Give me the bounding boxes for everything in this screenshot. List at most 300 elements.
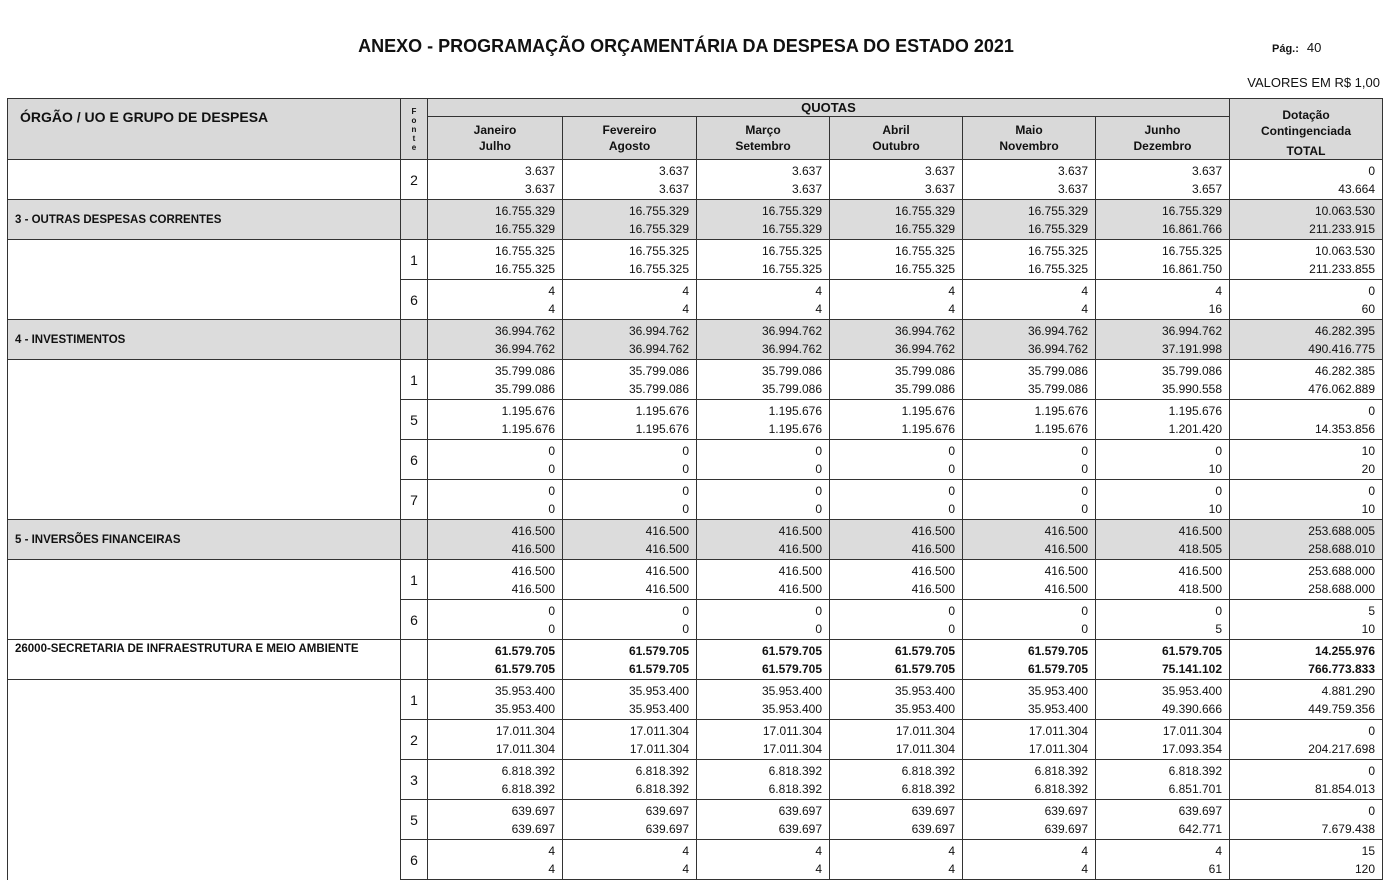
quota-second-semester: 0 [1081,501,1088,516]
dotacao-contingenciada: 0 [1368,283,1375,298]
quota-second-semester: 416.500 [778,541,822,556]
quota-cell [1096,320,1230,360]
total-value: 120 [1354,861,1375,876]
row-label [8,280,401,320]
header-fonte-text: F o n t e [411,106,417,152]
quota-cell [563,360,697,400]
quota-second-semester: 37.191.998 [1161,341,1222,356]
group-row [8,200,1383,240]
total-cell [1230,240,1383,280]
quota-second-semester: 4 [1081,861,1088,876]
quota-first-semester: 639.697 [911,803,955,818]
quota-cell [1096,520,1230,560]
quota-first-semester: 35.799.086 [494,363,555,378]
quota-cell [1096,480,1230,520]
quota-first-semester: 4 [1081,283,1088,298]
total-value: 258.688.010 [1308,541,1375,556]
quota-cell [830,320,963,360]
quota-second-semester: 16.755.325 [628,261,689,276]
quota-cell [830,800,963,840]
quota-cell [963,520,1096,560]
quota-first-semester: 61.579.705 [494,643,555,658]
row-label: 4 - INVESTIMENTOS [8,320,401,360]
row-label [8,480,401,520]
quota-first-semester: 4 [548,283,555,298]
quota-cell [428,280,563,320]
quota-second-semester: 3.637 [658,181,689,196]
row-label [8,840,401,880]
units-note: VALORES EM R$ 1,00 [1247,75,1380,90]
quota-second-semester: 416.500 [645,581,689,596]
total-value: 7.679.438 [1321,821,1375,836]
quota-cell [830,160,963,200]
total-cell [1230,800,1383,840]
quota-cell [963,440,1096,480]
header-month-3 [830,117,963,160]
fonte-code: 5 [401,800,428,840]
quota-second-semester: 17.011.304 [895,741,955,756]
quota-cell [1096,800,1230,840]
quota-second-semester: 639.697 [645,821,689,836]
quota-second-semester: 61.579.705 [1027,661,1088,676]
quota-cell [563,760,697,800]
quota-cell [563,560,697,600]
quota-cell [1096,200,1230,240]
page-label: Pág.: [1272,43,1299,55]
quota-second-semester: 416.500 [911,581,955,596]
quota-cell [963,160,1096,200]
quota-second-semester: 3.657 [1191,181,1222,196]
quota-first-semester: 0 [1081,483,1088,498]
total-cell [1230,640,1383,680]
quota-second-semester: 17.011.304 [762,741,822,756]
quota-second-semester: 35.990.558 [1161,381,1222,396]
quota-first-semester: 4 [548,843,555,858]
quota-first-semester: 4 [682,283,689,298]
quota-cell [697,840,830,880]
quota-cell [563,680,697,720]
quota-cell [563,400,697,440]
quota-first-semester: 4 [815,843,822,858]
page-number [1272,40,1321,55]
quota-cell [963,280,1096,320]
quota-first-semester: 35.799.086 [1027,363,1088,378]
quota-first-semester: 0 [1081,443,1088,458]
month-top: Janeiro [473,123,517,137]
total-cell [1230,560,1383,600]
quota-second-semester: 3.637 [924,181,955,196]
quota-second-semester: 35.953.400 [628,701,689,716]
quota-first-semester: 6.818.392 [768,763,822,778]
quota-second-semester: 418.500 [1178,581,1222,596]
quota-first-semester: 16.755.325 [761,243,822,258]
quota-cell [428,720,563,760]
quota-second-semester: 16.755.329 [494,221,555,236]
quota-second-semester: 4 [682,301,689,316]
quota-first-semester: 6.818.392 [1034,763,1088,778]
quota-second-semester: 4 [682,861,689,876]
total-cell [1230,680,1383,720]
total-cell [1230,360,1383,400]
dotacao-contingenciada: 10 [1361,443,1375,458]
quota-cell [697,400,830,440]
month-bottom: Julho [479,139,511,153]
quota-second-semester: 36.994.762 [894,341,955,356]
quota-second-semester: 4 [815,861,822,876]
quota-first-semester: 639.697 [1178,803,1222,818]
quota-cell [563,480,697,520]
quota-cell [563,800,697,840]
total-value: 449.759.356 [1308,701,1375,716]
quota-cell [563,600,697,640]
quota-cell [697,440,830,480]
quota-first-semester: 416.500 [778,563,822,578]
fonte-row [8,840,1383,880]
dotacao-contingenciada: 0 [1368,803,1375,818]
quota-first-semester: 416.500 [911,563,955,578]
quota-second-semester: 4 [815,301,822,316]
fonte-row [8,680,1383,720]
quota-cell [830,720,963,760]
quota-cell [963,840,1096,880]
quota-first-semester: 4 [682,843,689,858]
row-label [8,160,401,200]
quota-first-semester: 35.953.400 [761,683,822,698]
dotacao-contingenciada: 253.688.000 [1308,563,1375,578]
quota-second-semester: 35.799.086 [494,381,555,396]
quota-cell [428,760,563,800]
quota-cell [1096,560,1230,600]
quota-first-semester: 17.011.304 [495,723,555,738]
row-label: 3 - OUTRAS DESPESAS CORRENTES [8,200,401,240]
month-bottom: Dezembro [1133,139,1192,153]
quota-cell [563,160,697,200]
quota-first-semester: 35.953.400 [494,683,555,698]
quota-second-semester: 4 [1081,301,1088,316]
quota-first-semester: 6.818.392 [901,763,955,778]
quota-second-semester: 3.637 [524,181,555,196]
row-label [8,440,401,480]
quota-first-semester: 0 [815,443,822,458]
header-quotas: QUOTAS [428,99,1230,117]
row-label [8,240,401,280]
dotacao-contingenciada: 0 [1368,483,1375,498]
quota-first-semester: 1.195.676 [1168,403,1222,418]
total-value: 60 [1361,301,1375,316]
fonte-row [8,480,1383,520]
total-cell [1230,280,1383,320]
quota-first-semester: 0 [1081,603,1088,618]
row-label [8,360,401,400]
quota-second-semester: 642.771 [1178,821,1222,836]
fonte-row [8,240,1383,280]
quota-first-semester: 4 [1081,843,1088,858]
quota-first-semester: 0 [815,483,822,498]
dotacao-contingenciada: 253.688.005 [1308,523,1375,538]
quota-second-semester: 35.953.400 [894,701,955,716]
quota-first-semester: 0 [682,483,689,498]
quota-cell [963,240,1096,280]
quota-first-semester: 416.500 [911,523,955,538]
fonte-code [401,640,428,680]
quota-first-semester: 416.500 [645,523,689,538]
quota-cell [697,320,830,360]
quota-second-semester: 639.697 [911,821,955,836]
quota-second-semester: 6.851.701 [1168,781,1222,796]
total-value: 43.664 [1338,181,1375,196]
quota-second-semester: 35.953.400 [761,701,822,716]
quota-second-semester: 1.195.676 [501,421,555,436]
quota-first-semester: 35.799.086 [894,363,955,378]
fonte-code [401,320,428,360]
quota-first-semester: 35.799.086 [761,363,822,378]
fonte-code [401,520,428,560]
row-label [8,600,401,640]
quota-first-semester: 3.637 [524,163,555,178]
quota-first-semester: 36.994.762 [1027,323,1088,338]
quota-second-semester: 61.579.705 [761,661,822,676]
quota-second-semester: 61.579.705 [494,661,555,676]
row-label [8,720,401,760]
total-cell [1230,320,1383,360]
quota-first-semester: 17.011.304 [762,723,822,738]
dotacao-contingenciada: 0 [1368,403,1375,418]
quota-cell [428,360,563,400]
quota-second-semester: 416.500 [511,581,555,596]
quota-first-semester: 0 [548,603,555,618]
quota-second-semester: 16.755.329 [1027,221,1088,236]
dotacao-contingenciada: 4.881.290 [1321,683,1375,698]
quota-first-semester: 0 [948,443,955,458]
month-bottom: Agosto [608,139,651,153]
budget-table [7,98,1383,880]
total-value: 81.854.013 [1314,781,1375,796]
quota-first-semester: 4 [815,283,822,298]
quota-cell [428,440,563,480]
quota-cell [428,840,563,880]
quota-first-semester: 639.697 [645,803,689,818]
quota-first-semester: 4 [1215,283,1222,298]
quota-second-semester: 3.637 [791,181,822,196]
fonte-code: 2 [401,720,428,760]
quota-cell [1096,400,1230,440]
quota-second-semester: 416.500 [511,541,555,556]
quota-first-semester: 16.755.329 [761,203,822,218]
quota-first-semester: 6.818.392 [1168,763,1222,778]
quota-second-semester: 0 [548,621,555,636]
group-row [8,320,1383,360]
total-cell [1230,520,1383,560]
quota-cell [697,240,830,280]
quota-second-semester: 5 [1215,621,1222,636]
dotacao-contingenciada: 10.063.530 [1314,203,1375,218]
quota-first-semester: 416.500 [511,523,555,538]
quota-second-semester: 16.755.325 [894,261,955,276]
quota-cell [428,240,563,280]
quota-cell [697,480,830,520]
quota-cell [963,680,1096,720]
quota-first-semester: 3.637 [924,163,955,178]
quota-cell [697,800,830,840]
quota-first-semester: 35.953.400 [894,683,955,698]
quota-cell [428,400,563,440]
quota-cell [563,720,697,760]
header-month-5 [1096,117,1230,160]
month-top: Março [745,123,781,137]
row-label: 5 - INVERSÕES FINANCEIRAS [8,520,401,560]
quota-cell [428,200,563,240]
total-value: 490.416.775 [1308,341,1375,356]
quota-cell [697,280,830,320]
quota-cell [428,520,563,560]
quota-cell [830,280,963,320]
quota-first-semester: 1.195.676 [635,403,689,418]
total-cell [1230,480,1383,520]
quota-second-semester: 0 [1081,621,1088,636]
quota-cell [1096,840,1230,880]
header-org: ÓRGÃO / UO E GRUPO DE DESPESA [8,99,401,160]
dotacao-contingenciada: 46.282.395 [1314,323,1375,338]
quota-cell [697,560,830,600]
quota-first-semester: 1.195.676 [901,403,955,418]
dotacao-contingenciada: 14.255.976 [1314,643,1375,658]
fonte-row [8,400,1383,440]
quota-second-semester: 6.818.392 [635,781,689,796]
quota-first-semester: 0 [948,483,955,498]
quota-cell [1096,720,1230,760]
quota-first-semester: 416.500 [1178,523,1222,538]
quota-first-semester: 1.195.676 [1034,403,1088,418]
quota-first-semester: 61.579.705 [761,643,822,658]
quota-first-semester: 35.953.400 [628,683,689,698]
quota-cell [697,360,830,400]
quota-first-semester: 0 [548,483,555,498]
fonte-row [8,440,1383,480]
quota-second-semester: 36.994.762 [1027,341,1088,356]
quota-first-semester: 36.994.762 [1161,323,1222,338]
quota-cell [697,720,830,760]
quota-second-semester: 10 [1208,501,1222,516]
month-top: Abril [882,123,910,137]
fonte-code: 3 [401,760,428,800]
quota-first-semester: 4 [948,843,955,858]
quota-cell [697,600,830,640]
page-title: ANEXO - PROGRAMAÇÃO ORÇAMENTÁRIA DA DESPESA DO ESTADO 2021 [358,36,1014,56]
quota-cell [830,520,963,560]
quota-cell [428,640,563,680]
quota-second-semester: 4 [548,301,555,316]
quota-second-semester: 0 [682,501,689,516]
quota-second-semester: 6.818.392 [768,781,822,796]
quota-first-semester: 0 [948,603,955,618]
row-label [8,560,401,600]
fonte-code: 1 [401,360,428,400]
quota-cell [563,280,697,320]
quota-cell [428,560,563,600]
quota-second-semester: 1.195.676 [901,421,955,436]
quota-second-semester: 4 [948,301,955,316]
quota-first-semester: 416.500 [1044,523,1088,538]
quota-cell [830,480,963,520]
row-label [8,680,401,720]
quota-first-semester: 416.500 [1178,563,1222,578]
quota-cell [963,560,1096,600]
quota-second-semester: 0 [948,621,955,636]
quota-second-semester: 36.994.762 [761,341,822,356]
quota-first-semester: 416.500 [511,563,555,578]
dotacao-contingenciada: 5 [1368,603,1375,618]
fonte-code: 6 [401,840,428,880]
quota-cell [428,480,563,520]
quota-cell [1096,640,1230,680]
total-cell [1230,160,1383,200]
quota-cell [963,400,1096,440]
quota-cell [963,600,1096,640]
quota-cell [963,320,1096,360]
header-fonte [401,99,428,160]
quota-second-semester: 416.500 [778,581,822,596]
quota-second-semester: 416.500 [911,541,955,556]
quota-first-semester: 3.637 [1057,163,1088,178]
row-label [8,760,401,800]
fonte-row [8,360,1383,400]
quota-cell [563,840,697,880]
row-label [8,800,401,840]
quota-cell [697,160,830,200]
quota-first-semester: 36.994.762 [628,323,689,338]
quota-cell [1096,280,1230,320]
quota-first-semester: 17.011.304 [895,723,955,738]
quota-cell [1096,760,1230,800]
header-total [1230,99,1383,160]
quota-second-semester: 16 [1208,301,1222,316]
org-total-row [8,640,1383,680]
quota-second-semester: 639.697 [1044,821,1088,836]
quota-cell [428,320,563,360]
total-value: 14.353.856 [1314,421,1375,436]
quota-cell [697,520,830,560]
quota-first-semester: 6.818.392 [501,763,555,778]
month-bottom: Novembro [999,139,1059,153]
fonte-code: 6 [401,280,428,320]
quota-second-semester: 35.799.086 [1027,381,1088,396]
quota-first-semester: 17.011.304 [1028,723,1088,738]
quota-second-semester: 6.818.392 [1034,781,1088,796]
quota-second-semester: 61.579.705 [628,661,689,676]
quota-cell [1096,160,1230,200]
quota-second-semester: 35.799.086 [628,381,689,396]
quota-first-semester: 0 [1215,443,1222,458]
quota-first-semester: 35.953.400 [1161,683,1222,698]
quota-first-semester: 61.579.705 [1027,643,1088,658]
header-total-bottom: TOTAL [1286,144,1326,158]
quota-second-semester: 61 [1208,861,1222,876]
quota-first-semester: 639.697 [511,803,555,818]
quota-second-semester: 6.818.392 [901,781,955,796]
quota-cell [963,200,1096,240]
quota-cell [830,640,963,680]
quota-first-semester: 639.697 [778,803,822,818]
quota-cell [428,680,563,720]
quota-cell [963,760,1096,800]
month-top: Maio [1015,123,1043,137]
quota-first-semester: 35.799.086 [628,363,689,378]
fonte-code: 2 [401,160,428,200]
quota-first-semester: 61.579.705 [1161,643,1222,658]
quota-first-semester: 17.011.304 [629,723,689,738]
quota-second-semester: 0 [682,461,689,476]
quota-second-semester: 4 [548,861,555,876]
